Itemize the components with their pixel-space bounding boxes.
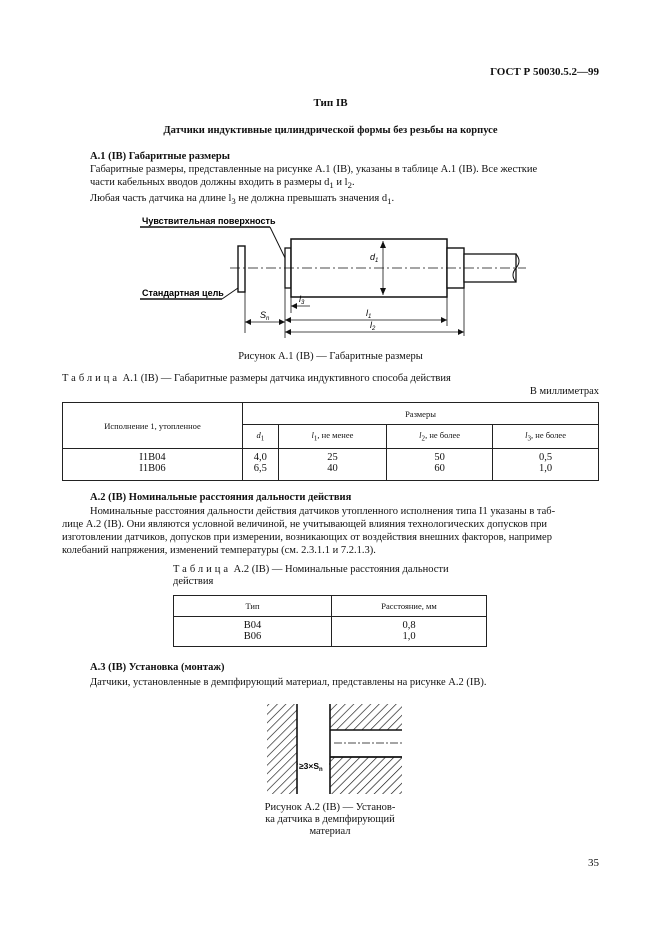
- section2-line2: лице А.2 (IB). Они являются условной величиной, не учитывающей влияния технологических допусков при: [62, 519, 548, 530]
- page-number: 35: [588, 857, 599, 869]
- col-sizes: Размеры: [243, 403, 599, 425]
- section2-paragraph: [62, 505, 600, 557]
- col-l3: $l_3$, не более: [493, 425, 599, 449]
- label-sensitive-surface: Чувствительная поверхность: [142, 216, 276, 226]
- document-header: ГОСТ Р 50030.5.2—99: [490, 66, 599, 78]
- table1-units: В миллиметрах: [529, 386, 599, 397]
- figure-sensor-dimensions: [130, 208, 530, 343]
- col-execution: Исполнение 1, утопленное: [63, 403, 243, 449]
- table-cell-d1: 4,0 6,5: [243, 449, 279, 481]
- section2-line1: Номинальные расстояния дальности действия датчиков утопленного исполнения типа I1 указаны в таб-: [90, 506, 556, 517]
- table2-cell-distance: 0,8 1,0: [332, 617, 487, 647]
- section3-line1: Датчики, установленные в демпфирующий материал, представлены на рисунке А.2 (IB).: [90, 677, 487, 688]
- dim-l3: $l_3$: [299, 294, 305, 306]
- section-heading-dimensions: А.1 (IB) Габаритные размеры: [90, 151, 230, 162]
- table-cell-exec: I1B04 I1B06: [63, 449, 243, 481]
- section-heading-mounting: А.3 (IB) Установка (монтаж): [90, 662, 225, 673]
- table-cell-l2: 50 60: [387, 449, 493, 481]
- section1-paragraph: [90, 163, 600, 208]
- dim-gap: $\ge 3\times S_n$: [299, 761, 323, 773]
- col-d1: $d_1$: [243, 425, 279, 449]
- col-l1: $l_1$, не менее: [278, 425, 386, 449]
- section2-line4: колебаний напряжения, изменений температуры (см. 2.3.1.1 и 7.2.1.3).: [62, 545, 376, 556]
- dim-d1: $d_1$: [370, 252, 379, 264]
- damping-material-left: [267, 704, 297, 794]
- section1-line2: части кабельных вводов должны входить в размеры $d_1$ и $l_2$.: [90, 177, 355, 191]
- damping-material-top: [330, 704, 402, 730]
- figure-mounting: [262, 702, 407, 797]
- table2-cell-type: B04 B06: [174, 617, 332, 647]
- standard-target-plate: [238, 246, 245, 292]
- section2-line3: изготовлении датчиков, допусков при измерении, возникающих от воздействия внешних факторов, например: [62, 532, 552, 543]
- figure1-caption: Рисунок А.1 (IB) — Габаритные размеры: [238, 351, 423, 362]
- damping-material-bottom: [330, 757, 402, 794]
- dim-l2: $l_2$: [370, 320, 376, 332]
- col-distance: Расстояние, мм: [332, 596, 487, 617]
- table-cell-l1: 25 40: [278, 449, 386, 481]
- table2-caption: Таблица А.2 (IB) — Номинальные расстояния дальности действия: [173, 564, 449, 587]
- figure2-caption: Рисунок А.2 (IB) — Установ- ка датчика в демпфирующий материал: [264, 802, 396, 837]
- table-cell-l3: 0,5 1,0: [493, 449, 599, 481]
- col-l2: $l_2$, не более: [387, 425, 493, 449]
- page-title: Тип IB: [313, 97, 348, 109]
- label-standard-target: Стандартная цель: [142, 288, 224, 298]
- section-heading-nominal-distances: А.2 (IB) Номинальные расстояния дальности действия: [90, 492, 352, 503]
- page-subtitle: Датчики индуктивные цилиндрической формы без резьбы на корпусе: [163, 125, 498, 136]
- section1-line1: Габаритные размеры, представленные на рисунке А.1 (IB), указаны в таблице А.1 (IB). Все жесткие: [90, 164, 538, 175]
- section1-line3: Любая часть датчика на длине $l_3$ не должна превышать значения $d_1$.: [90, 193, 395, 207]
- table1-caption: Таблица А.1 (IB) — Габаритные размеры датчика индуктивного способа действия: [62, 373, 451, 384]
- dim-sn: $S_n$: [260, 310, 270, 322]
- dim-l1: $l_1$: [366, 308, 372, 320]
- col-type: Тип: [174, 596, 332, 617]
- table-dimensions: [62, 402, 599, 481]
- table-nominal-distances: [173, 595, 487, 647]
